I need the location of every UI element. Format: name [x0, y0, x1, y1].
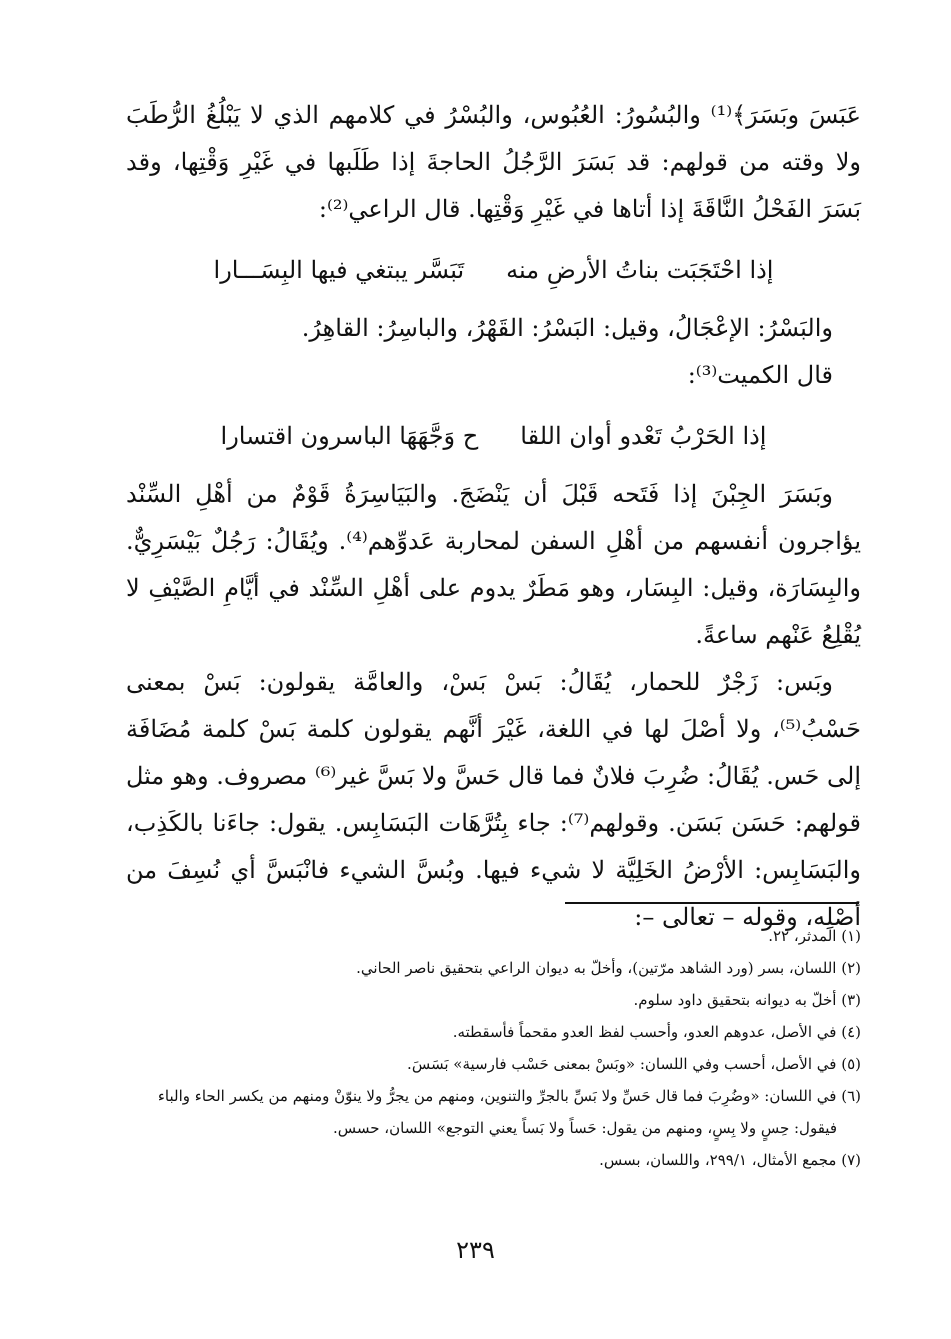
footnote-4: (٤) في الأصل، عدوهم العدو، وأحسب لفظ العدو مقحماً فأسقطته.	[452, 1023, 861, 1041]
paragraph-2: والبَسْرُ: الإعْجَالُ، وقيل: البَسْرُ: القَهْرُ، والباسِرُ: القاهِرُ.	[301, 314, 833, 342]
verse-first-hemistich: إذا احْتَجَبَت بناتُ الأرضِ منه	[506, 256, 774, 284]
footnote-1: (١) المدثر، ٢٢.	[768, 927, 861, 945]
verse-second-hemistich: ح وَجَّهَهَا الباسرون اقتسارا	[220, 422, 479, 450]
paragraph-4: وبَسَرَ الجِبْنَ إذا فَتَحه قَبْلَ أن يَنْضَجَ. والبَيَاسِرَةُ قَوْمٌ من أهْلِ السِّنْد يؤاجرون أنفسهم من أهْلِ السفن لمحاربة عَدوِّهم⁽⁴⁾. ويُقَالُ: رَجُلٌ بَيْسَرِيٌّ. والبِسَارَة، وقيل: البِسَار، وهو مَطَرٌ يدوم على أهْلِ السِّنْد في أيَّامِ الصَّيْفِ لا يُقْلِعُ عَنْهم ساعةً.	[126, 480, 861, 649]
verse-first-hemistich: إذا الحَرْبُ تَعْدو أوان اللقا	[520, 422, 767, 450]
footnote-2: (٢) اللسان، بسر (ورد الشاهد مرّتين)، وأخلّ به ديوان الراعي بتحقيق ناصر الحاني.	[356, 959, 861, 977]
verse-second-hemistich: تَبَسَّر يبتغي فيها البِسَـــارا	[213, 256, 465, 284]
verse-rajii	[126, 239, 861, 301]
page-number: ٢٣٩	[456, 1236, 495, 1264]
verse-kumayt	[126, 405, 861, 467]
paragraph-5: وبَس: زَجْرٌ للحمار، يُقَالُ: بَسْ بَسْ، والعامَّة يقولون: بَسْ بمعنى حَسْبُ⁽⁵⁾، ولا أصْلَ لها في اللغة، غَيْرَ أنَّهم يقولون كلمة بَسْ كلمة مُضَافَة إلى حَس. يُقَالُ: ضُرِبَ فلانٌ فما قال حَسَّ ولا بَسَّ غير⁽⁶⁾ مصروف. وهو مثل قولهم: حَسَن بَسَن. وقولهم⁽⁷⁾: جاء بِتُرَّهَات البَسَابِس. يقول: جاءَنا بالكَذِب، والبَسَابِس: الأرْضُ الخَلِيَّة لا شيء فيها. وبُسَّ الشيء فانْبَسَّ أي نُسِفَ من أصْلِه، وقوله – تعالى –:	[126, 668, 861, 931]
footnote-6: (٦) في اللسان: «وضُرِبَ فما قال حَسِّ ولا بَسِّ بالجرِّ والتنوين، ومنهم من يجرُّ ولا ينوّنْ ومنهم من يكسر الحاء والباء	[157, 1087, 861, 1105]
footnote-3: (٣) أخلّ به ديوانه بتحقيق داود سلوم.	[633, 991, 861, 1009]
paragraph-3: قال الكميت⁽³⁾:	[687, 361, 833, 389]
paragraph-1: عَبَسَ وبَسَرَ﴾⁽¹⁾ والبُسُورُ: العُبُوس، والبُسْرُ في كلامهم الذي لا يَبْلُغُ الرُّطَبَ ولا وقته من قولهم: قد بَسَرَ الرَّجُلُ الحاجةَ إذا طَلَبها في غَيْرِ وَقْتِها، وقد بَسَرَ الفَحْلُ النَّاقَةَ إذا أتاها في غَيْرِ وَقْتِها. قال الراعي⁽²⁾:	[126, 101, 861, 223]
footnote-divider	[565, 902, 859, 904]
footnotes	[126, 920, 861, 1176]
footnote-7: (٧) مجمع الأمثال، ٢٩٩/١، واللسان، بسس.	[599, 1151, 861, 1169]
footnote-5: (٥) في الأصل، أحسب وفي اللسان: «وبَسْ بمعنى حَسْب فارسية» بَسَسَ.	[407, 1055, 861, 1073]
footnote-6-continued: فيقول: حِسٍ ولا بِسٍ، ومنهم من يقول: حَساً ولا بَساً يعني التوجع» اللسان، حسس.	[332, 1119, 837, 1137]
main-text	[126, 92, 861, 941]
